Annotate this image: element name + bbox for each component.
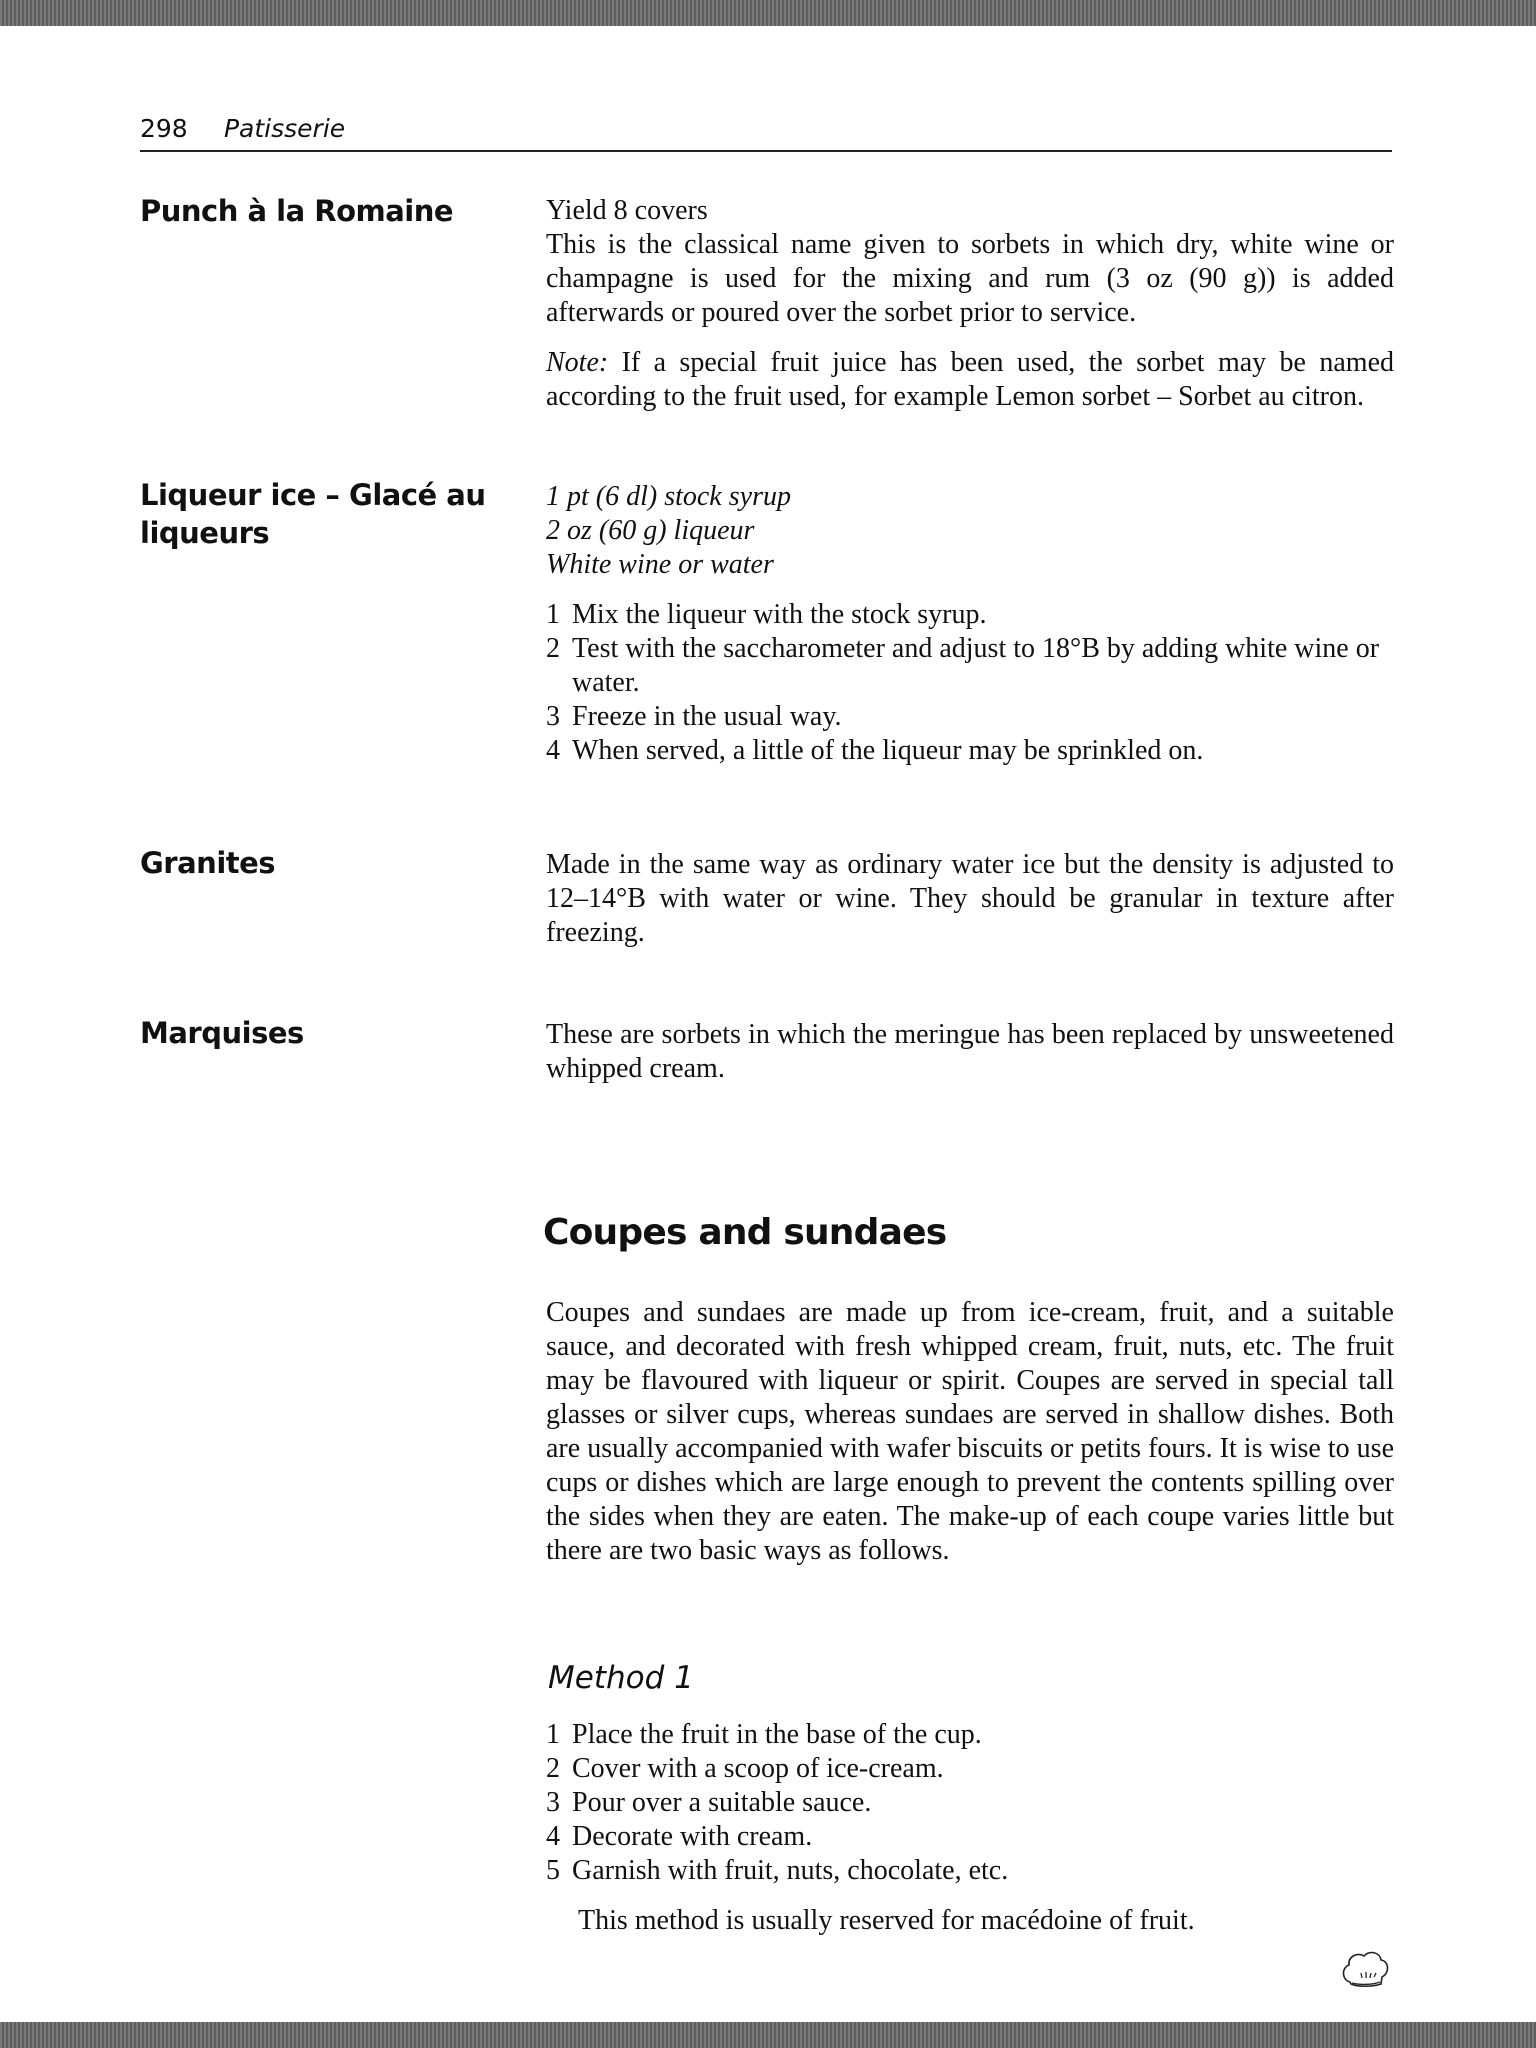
chef-hat-icon — [1340, 1946, 1390, 1992]
step-item — [546, 632, 1394, 700]
document-page — [0, 26, 1536, 2022]
step-item — [546, 1752, 1394, 1786]
running-header — [140, 112, 1392, 147]
step-number: 3 — [546, 701, 560, 732]
punch-note — [546, 346, 1394, 414]
coupes-intro — [546, 1296, 1394, 1568]
note-text: If a special fruit juice has been used, the sorbet may be named according to the fruit used, for example Lemon sorbet – Sorbet au citron. — [546, 347, 1394, 412]
method-steps — [546, 1718, 1394, 1888]
step-text: When served, a little of the liqueur may be sprinkled on. — [572, 735, 1204, 766]
step-text: Mix the liqueur with the stock syrup. — [572, 599, 987, 630]
method-body — [546, 1718, 1394, 1938]
step-number: 4 — [546, 735, 560, 766]
entry-body-granites — [546, 848, 1394, 950]
viewer-frame-bottom — [0, 2022, 1536, 2048]
entry-body-punch — [546, 194, 1394, 414]
header-rule — [140, 150, 1392, 152]
marquises-description: These are sorbets in which the meringue has been replaced by unsweetened whipped cream. — [546, 1019, 1394, 1084]
step-text: Decorate with cream. — [572, 1821, 813, 1852]
entry-title-punch: Punch à la Romaine — [140, 194, 454, 228]
section-heading-coupes: Coupes and sundaes — [543, 1212, 947, 1253]
ingredient-list — [546, 480, 1394, 582]
yield-line: Yield 8 covers — [546, 195, 708, 226]
entry-body-liqueur-ice — [546, 480, 1394, 768]
step-number: 1 — [546, 599, 560, 630]
step-text: Garnish with fruit, nuts, chocolate, etc. — [572, 1855, 1009, 1886]
step-number: 2 — [546, 633, 560, 664]
ingredient-item: White wine or water — [546, 549, 774, 580]
step-number: 3 — [546, 1787, 560, 1818]
step-number: 1 — [546, 1719, 560, 1750]
note-label: Note: — [546, 347, 609, 378]
step-text: Test with the saccharometer and adjust to 18°B by adding white wine or water. — [572, 633, 1380, 698]
step-item — [546, 1820, 1394, 1854]
step-text: Place the fruit in the base of the cup. — [572, 1719, 982, 1750]
page-number: 298 — [140, 114, 188, 143]
ingredient-item: 2 oz (60 g) liqueur — [546, 515, 755, 546]
entry-title-granites: Granites — [140, 846, 276, 880]
step-item — [546, 1786, 1394, 1820]
punch-description: This is the classical name given to sorbets in which dry, white wine or champagne is used for the mixing and rum (3 oz (90 g)) is added afterwards or poured over the sorbet prior to service. — [546, 229, 1394, 328]
step-number: 5 — [546, 1855, 560, 1886]
liqueur-steps — [546, 598, 1394, 768]
step-text: Pour over a suitable sauce. — [572, 1787, 872, 1818]
section-title: Patisserie — [223, 114, 346, 143]
step-item — [546, 700, 1394, 734]
step-item — [546, 734, 1394, 768]
step-item — [546, 598, 1394, 632]
step-text: Cover with a scoop of ice-cream. — [572, 1753, 944, 1784]
viewer-frame-top — [0, 0, 1536, 26]
entry-title-liqueur-ice: Liqueur ice – Glacé au liqueurs — [140, 478, 486, 550]
step-text: Freeze in the usual way. — [572, 701, 842, 732]
step-number: 2 — [546, 1753, 560, 1784]
entry-title-marquises: Marquises — [140, 1016, 304, 1050]
coupes-intro-text: Coupes and sundaes are made up from ice-cream, fruit, and a suitable sauce, and decorated with fresh whipped cream, fruit, nuts, etc. The fruit may be flavoured with liqueur or spirit. Coupes are served in special tall glasses or silver cups, whereas sundaes are served in shallow dishes. Both are usually accompanied with wafer biscuits or petits fours. It is wise to use cups or dishes which are large enough to prevent the contents spilling over the sides when they are eaten. The make-up of each coupe varies little but there are two basic ways as follows. — [546, 1297, 1394, 1566]
ingredient-item: 1 pt (6 dl) stock syrup — [546, 481, 791, 512]
method-closing-note: This method is usually reserved for macédoine of fruit. — [578, 1905, 1195, 1936]
step-number: 4 — [546, 1821, 560, 1852]
step-item — [546, 1718, 1394, 1752]
step-item — [546, 1854, 1394, 1888]
method-heading: Method 1 — [548, 1660, 694, 1696]
entry-body-marquises — [546, 1018, 1394, 1086]
granites-description: Made in the same way as ordinary water ice but the density is adjusted to 12–14°B with water or wine. They should be granular in texture after freezing. — [546, 849, 1394, 948]
